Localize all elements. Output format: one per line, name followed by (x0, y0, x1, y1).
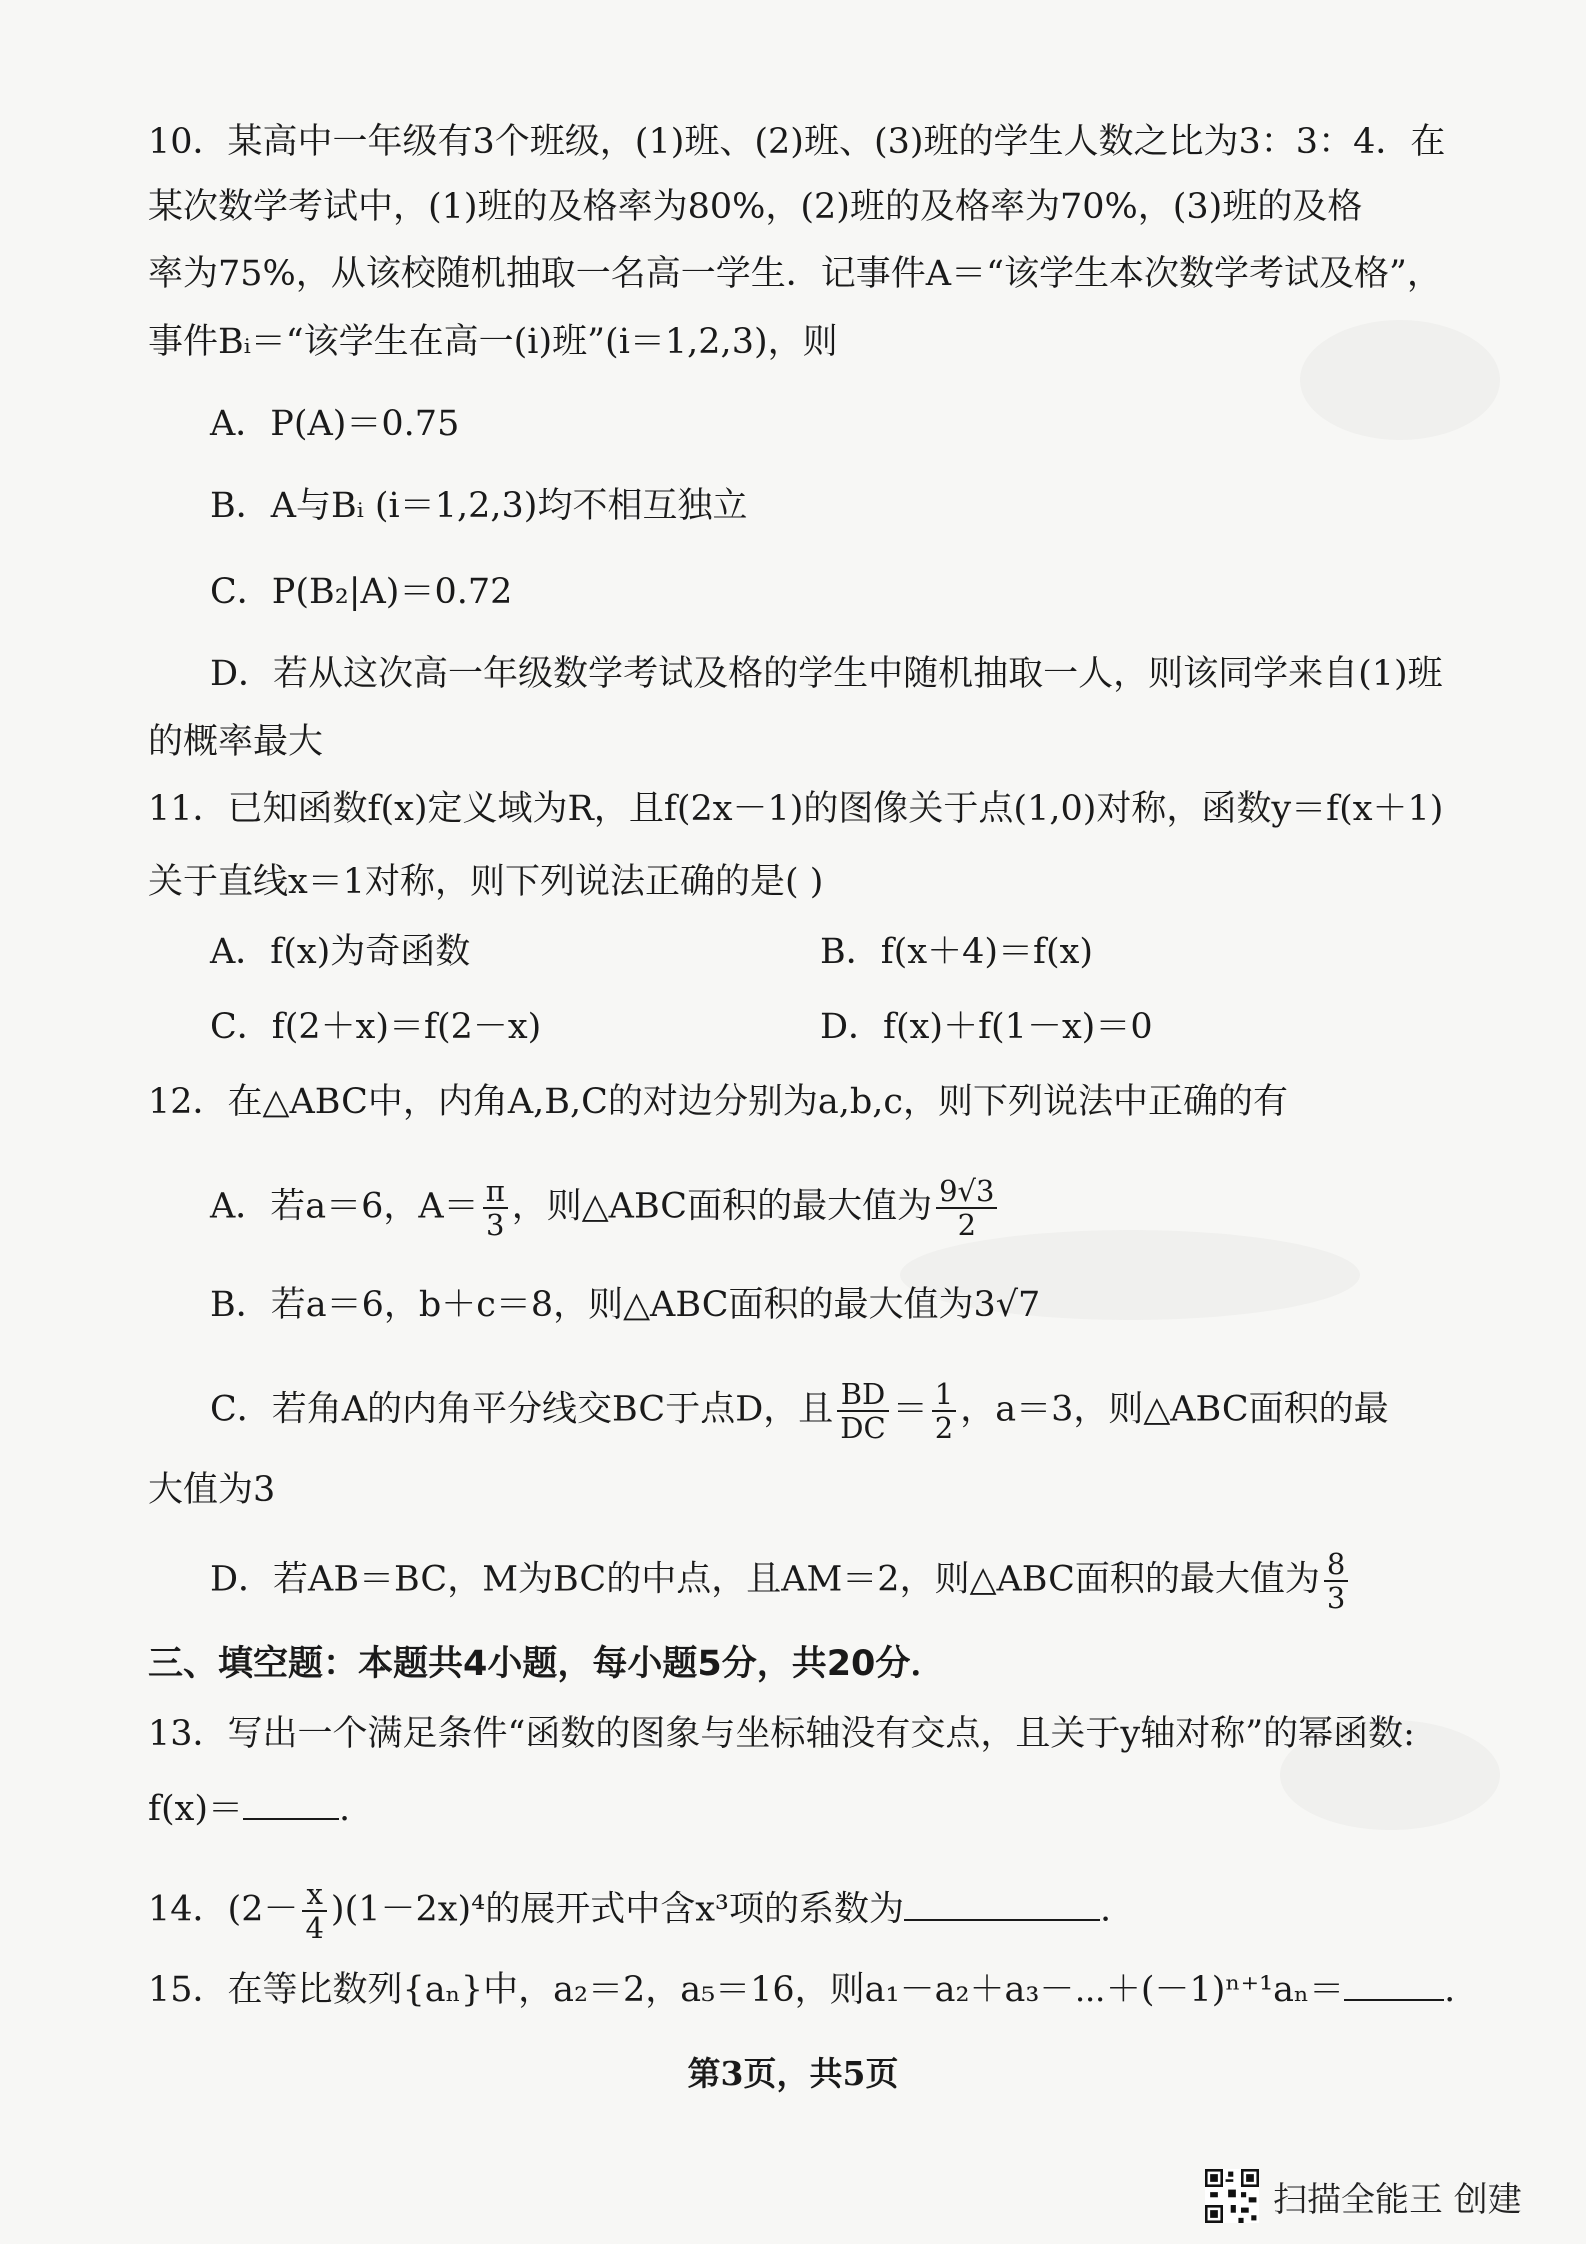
q12-option-c-line2: 大值为3 (148, 1470, 276, 1510)
q12-option-a-pre: A．若a＝6，A＝ (210, 1186, 479, 1227)
q12-option-c-pre: C．若角A的内角平分线交BC于点D，且 (210, 1389, 834, 1430)
q15-line: 15．在等比数列{aₙ}中，a₂＝2，a₅＝16，则a₁－a₂＋a₃－⋯＋(－1)ⁿ⁺¹aₙ＝ . (148, 1970, 1456, 2010)
q10-line4: 事件Bᵢ＝“该学生在高一(i)班”(i＝1,2,3)，则 (148, 322, 838, 362)
q10-option-a: A．P(A)＝0.75 (210, 404, 460, 444)
q10-option-d-line2: 的概率最大 (148, 722, 324, 762)
fraction-numerator: x (302, 1878, 326, 1912)
section-3-heading: 三、填空题：本题共4小题，每小题5分，共20分． (148, 1644, 946, 1684)
q15-text: 15．在等比数列{aₙ}中，a₂＝2，a₅＝16，则a₁－a₂＋a₃－⋯＋(－1)ⁿ⁺¹aₙ＝ (148, 1970, 1345, 2010)
q12-option-d (210, 1548, 1456, 1614)
q14-fraction (302, 1878, 326, 1944)
q11-option-b: B．f(x＋4)＝f(x) (820, 932, 1093, 972)
fraction-denominator: 2 (957, 1208, 977, 1242)
fraction-denominator: 3 (485, 1208, 505, 1242)
fraction-denominator: DC (840, 1411, 886, 1445)
q12-option-c-post: ，a＝3，则△ABC面积的最 (960, 1389, 1389, 1430)
q11-line2: 关于直线x＝1对称，则下列说法正确的是( ) (148, 862, 824, 902)
fraction-numerator: 8 (1324, 1548, 1348, 1582)
q10-option-b: B．A与Bᵢ (i＝1,2,3)均不相互独立 (210, 486, 748, 526)
q11-option-c: C．f(2＋x)＝f(2－x) (210, 1007, 542, 1047)
q10-line3: 率为75%，从该校随机抽取一名高一学生．记事件A＝“该学生本次数学考试及格”， (148, 254, 1442, 294)
fraction-denominator: 3 (1326, 1581, 1346, 1615)
q11-option-a: A．f(x)为奇函数 (210, 932, 471, 972)
q12-option-b: B．若a＝6，b＋c＝8，则△ABC面积的最大值为3√7 (210, 1285, 1041, 1325)
q11-option-d: D．f(x)＋f(1－x)＝0 (820, 1007, 1153, 1047)
q10-line2: 某次数学考试中，(1)班的及格率为80%，(2)班的及格率为70%，(3)班的及格 (148, 187, 1363, 227)
q10-line1: 10．某高中一年级有3个班级，(1)班、(2)班、(3)班的学生人数之比为3：3：4．在 (148, 122, 1446, 162)
fraction-numerator: 1 (932, 1378, 956, 1412)
equals-sign: ＝ (892, 1389, 928, 1430)
q11-line1: 11．已知函数f(x)定义域为R，且f(2x－1)的图像关于点(1,0)对称，函数y＝f(x＋1) (148, 789, 1444, 829)
q12-option-a-answer-fraction (936, 1175, 997, 1241)
fraction-numerator: π (483, 1175, 508, 1209)
q12-option-a (210, 1175, 1456, 1241)
q13-line2: f(x)＝ . (148, 1789, 351, 1829)
q10-option-d-line1: D．若从这次高一年级数学考试及格的学生中随机抽取一人，则该同学来自(1)班 (210, 654, 1443, 694)
qr-code-icon (1205, 2169, 1259, 2223)
q13-line1: 13．写出一个满足条件“函数的图象与坐标轴没有交点，且关于y轴对称”的幂函数: (148, 1714, 1415, 1754)
watermark-text: 扫描全能王 创建 (1273, 2179, 1522, 2220)
fraction-denominator: 2 (934, 1411, 954, 1445)
q15-answer-blank[interactable] (1344, 1969, 1444, 2001)
q12-option-a-angle-fraction (483, 1175, 508, 1241)
q12-option-a-mid: ，则△ABC面积的最大值为 (511, 1186, 933, 1227)
fraction-numerator: 9√3 (936, 1175, 997, 1209)
scanner-watermark (1205, 2168, 1522, 2224)
q12-line1: 12．在△ABC中，内角A,B,C的对边分别为a,b,c，则下列说法中正确的有 (148, 1082, 1289, 1122)
q10-option-c: C．P(B₂|A)＝0.72 (210, 572, 513, 612)
q12-option-d-pre: D．若AB＝BC，M为BC的中点，且AM＝2，则△ABC面积的最大值为 (210, 1559, 1320, 1600)
q13-answer-blank[interactable] (243, 1788, 339, 1820)
q13-answer-prefix: f(x)＝ (148, 1789, 244, 1829)
q14-answer-blank[interactable] (904, 1889, 1100, 1921)
fraction-denominator: 4 (305, 1911, 324, 1945)
q14-post: )(1－2x)⁴的展开式中含x³项的系数为 (330, 1889, 904, 1930)
q12-option-c-line1 (210, 1378, 1456, 1444)
q14-pre: 14．(2－ (148, 1889, 299, 1930)
fraction-numerator: BD (837, 1378, 888, 1412)
page-footer: 第3页，共5页 (687, 2054, 899, 2093)
q14-line: 14．(2－ $\frac{x}{4}$ )(1－2x)⁴的展开式中含x³项的系数为 . (148, 1877, 1112, 1945)
q12-option-d-answer-fraction (1324, 1548, 1348, 1614)
q12-option-c-half-fraction (932, 1378, 956, 1444)
q12-option-c-ratio-fraction (837, 1378, 888, 1444)
